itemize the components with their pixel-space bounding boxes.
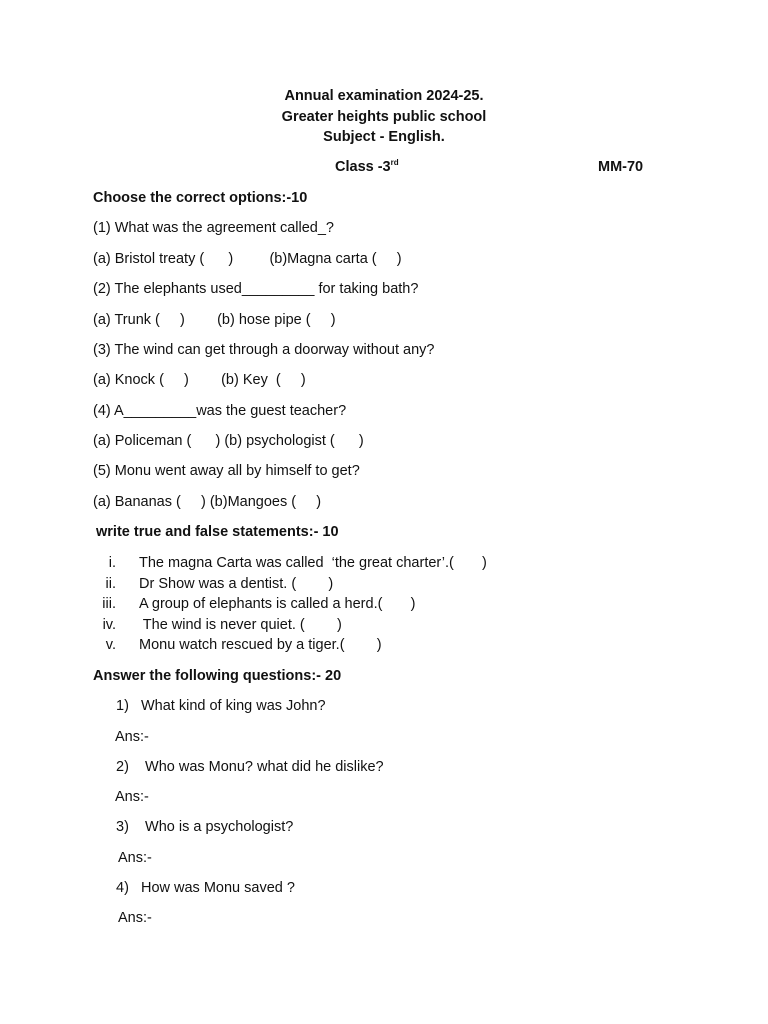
question-line: (2) The elephants used_________ for taking bath? (93, 281, 419, 297)
list-number: i. (108, 555, 116, 571)
class-label (335, 159, 399, 175)
list-item (86, 617, 342, 633)
list-number: v. (105, 637, 116, 653)
list-number: iii. (102, 596, 116, 612)
options-line: (a) Knock ( ) (b) Key ( ) (93, 372, 306, 388)
list-item (86, 555, 487, 571)
section3-heading: Answer the following questions:- 20 (93, 668, 342, 684)
options-line: (a) Bristol treaty ( ) (b)Magna carta ( ) (93, 251, 402, 267)
options-line: (a) Bananas ( ) (b)Mangoes ( ) (93, 494, 322, 510)
options-line: (a) Policeman ( ) (b) psychologist ( ) (93, 433, 364, 449)
class-superscript: rd (390, 158, 399, 168)
list-item (86, 576, 333, 592)
statement-text: The wind is never quiet. ( ) (139, 617, 342, 633)
section2-heading: write true and false statements:- 10 (96, 524, 339, 540)
question-line: (4) A_________was the guest teacher? (93, 403, 347, 419)
list-number: iv. (102, 617, 116, 633)
max-marks: MM-70 (598, 159, 644, 175)
question-line: (3) The wind can get through a doorway without any? (93, 342, 435, 358)
answer-label: Ans:- (118, 910, 152, 926)
class-text: Class -3 (335, 159, 391, 175)
question-line: 3) Who is a psychologist? (116, 819, 294, 835)
subject-line: Subject - English. (323, 129, 445, 145)
section1-heading: Choose the correct options:-10 (93, 190, 308, 206)
question-line: 4) How was Monu saved ? (116, 880, 295, 896)
answer-label: Ans:- (115, 789, 149, 805)
question-line: (5) Monu went away all by himself to get? (93, 463, 360, 479)
statement-text: Dr Show was a dentist. ( ) (139, 576, 334, 592)
list-item (86, 596, 415, 612)
statement-text: Monu watch rescued by a tiger.( ) (139, 637, 382, 653)
exam-title: Annual examination 2024-25. (284, 88, 484, 104)
statement-text: A group of elephants is called a herd.( ) (139, 596, 416, 612)
list-number: ii. (105, 576, 116, 592)
answer-label: Ans:- (115, 729, 149, 745)
answer-label: Ans:- (118, 850, 152, 866)
statement-text: The magna Carta was called ‘the great charter’.( ) (139, 555, 487, 571)
school-name: Greater heights public school (281, 109, 487, 125)
options-line: (a) Trunk ( ) (b) hose pipe ( ) (93, 312, 336, 328)
question-line: 2) Who was Monu? what did he dislike? (116, 759, 384, 775)
question-line: 1) What kind of king was John? (116, 698, 326, 714)
list-item (86, 637, 382, 653)
question-line: (1) What was the agreement called_? (93, 220, 334, 236)
